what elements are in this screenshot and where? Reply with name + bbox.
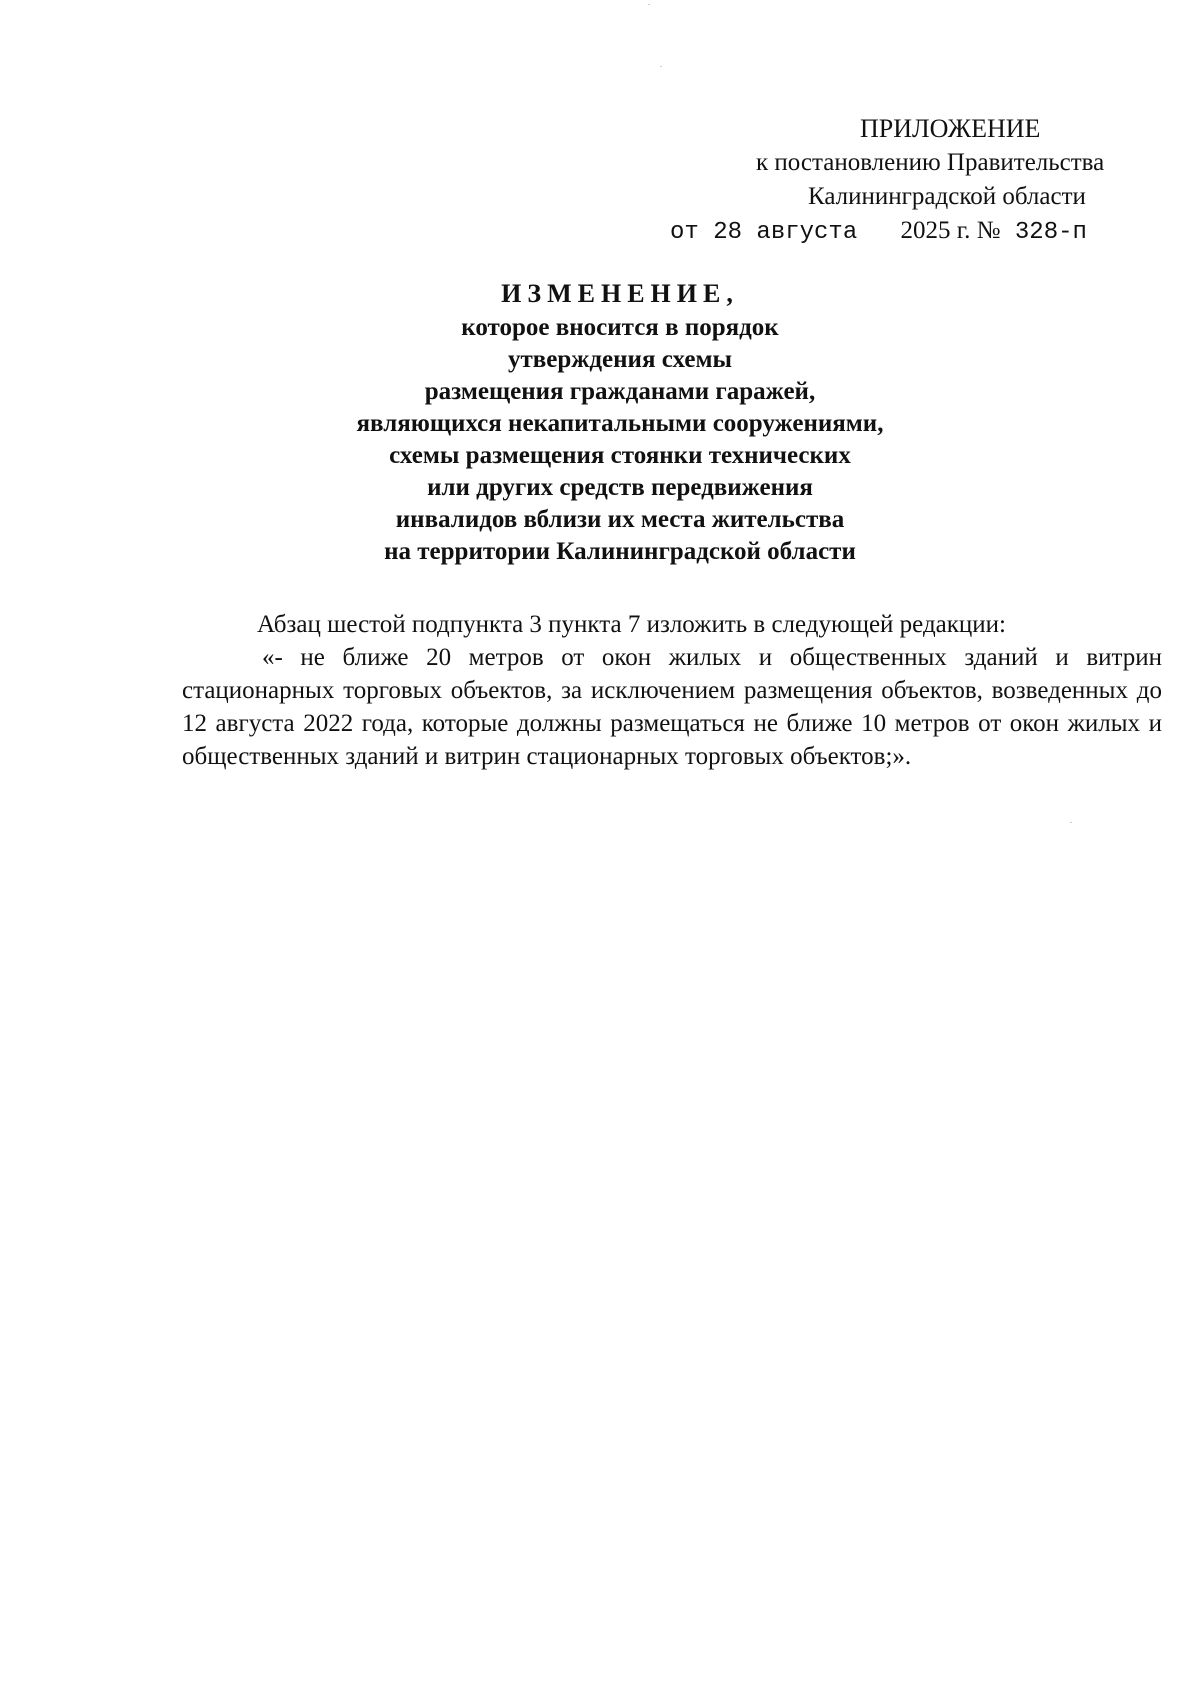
appendix-year: 2025 г. № [900,217,1001,244]
heading-line: или других средств передвижения [427,474,813,501]
body-intro-paragraph: Абзац шестой подпункта 3 пункта 7 изложить в следующей редакции: [257,611,1006,638]
scan-speck [648,4,650,5]
appendix-date-number-line [640,214,1140,250]
heading-line: утверждения схемы [507,346,733,373]
heading-line: размещения гражданами гаражей, [424,378,816,405]
heading-line: являющихся некапитальными сооружениями, [356,410,884,437]
appendix-number: 328-п [1014,219,1087,246]
appendix-title: ПРИЛОЖЕНИЕ [860,114,1041,143]
heading-line: на территории Калининградской области [384,538,856,565]
scan-speck [1070,822,1072,823]
heading-line: которое вносится в порядок [461,314,779,341]
body-quote-paragraph: «- не ближе 20 метров от окон жилых и общественных зданий и витрин стационарных торговых объектов, за исключением размещения объектов, возведенных до 12 августа 2022 года, которые должны размещаться не ближе 10 метров от окон жилых и общественных зданий и витрин стационарных торговых объектов;». [182,644,1162,770]
heading-line: схемы размещения стоянки технических [389,442,851,469]
document-heading [170,278,1070,568]
appendix-date: от 28 августа [670,219,858,246]
scan-speck [660,66,662,67]
document-body [182,608,1162,773]
heading-line: инвалидов вблизи их места жительства [395,506,845,533]
heading-title: ИЗМЕНЕНИЕ, [501,279,739,308]
appendix-resolution-line: к постановлению Правительства [756,149,1105,176]
appendix-block [640,112,1140,250]
appendix-region-line: Калининградской области [808,183,1086,210]
